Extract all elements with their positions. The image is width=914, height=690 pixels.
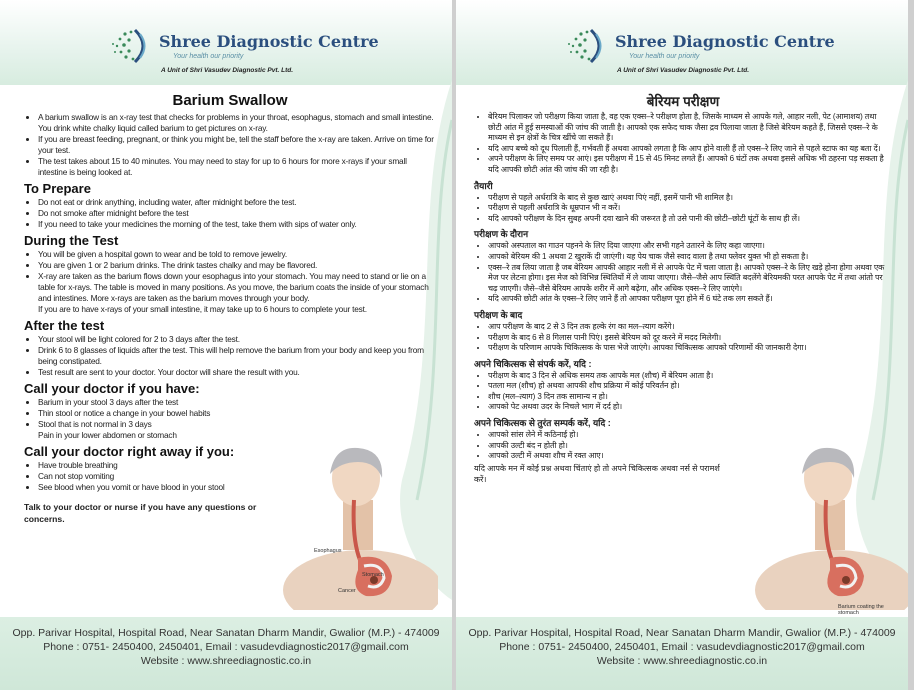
section-heading: परीक्षण के दौरान <box>474 229 529 240</box>
hindi-page <box>456 0 908 690</box>
list-item: • आपको उल्टी में अथवा शौच में रक्त आए। <box>488 451 758 462</box>
call-list <box>474 371 892 413</box>
brand-logo <box>563 22 835 80</box>
list-item: • यदि आपकी छोटी आंत के एक्स–रे लिए जाने हैं तो आपका परीक्षण पूरा होने में 6 घंटे तक लग सकते हैं। <box>488 294 892 305</box>
patient-illustration <box>268 440 438 610</box>
brand-name: Shree Diagnostic Centre <box>615 32 835 51</box>
list-note: If you are to have x-rays of your small intestine, it may take up to 6 hours to complete your test. <box>38 304 367 314</box>
list-item: • यदि आपको परीक्षण के दिन सुबह अपनी दवा खाने की जरूरत है तो उसे पानी की छोटी–छोटी घूंटों के साथ ही लें। <box>488 214 892 225</box>
during-list <box>24 249 436 315</box>
section-heading: अपने चिकित्सक से संपर्क करें, यदि : <box>474 358 592 369</box>
list-item: • If you are breast feeding, pregnant, or think you might be, tell the staff before the x-ray are taken. Arrive on time for your test. <box>38 134 436 156</box>
list-item: • परीक्षण के बाद 3 दिन से अधिक समय तक आपके मल (शौच) में बेरियम आता है। <box>488 371 758 382</box>
list-item: • Do not eat or drink anything, including water, after midnight before the test. <box>38 197 436 208</box>
section-heading: परीक्षण के बाद <box>474 309 523 320</box>
intro-list <box>24 112 436 178</box>
footer-phone: Phone : 0751- 2450400, 2450401, Email : vasudevdiagnostic2017@gmail.com <box>43 641 409 653</box>
section-heading: Call your doctor if you have: <box>24 381 200 396</box>
page-title: बेरियम परीक्षण <box>646 94 720 109</box>
list-item: • पतला मल (शौच) हो अथवा आपकी शौच प्रक्रिया में कोई परिवर्तन हो। <box>488 381 758 392</box>
footer-phone: Phone : 0751- 2450400, 2450401, Email : vasudevdiagnostic2017@gmail.com <box>499 641 865 653</box>
label-cancer: Cancer <box>338 588 356 594</box>
list-item: • परीक्षण के परिणाम आपके चिकित्सक के पास भेजे जाएंगे। आपका चिकित्सक आपको परिणामों की जानकारी देगा। <box>488 343 892 354</box>
list-item: • You are given 1 or 2 barium drinks. The drink tastes chalky and may be flavored. <box>38 260 436 271</box>
call-list <box>24 397 436 441</box>
footer-website: Website : www.shreediagnostic.co.in <box>596 655 768 667</box>
page-footer <box>0 617 452 690</box>
list-item: • आप परीक्षण के बाद 2 से 3 दिन तक हल्के रंग का मल–त्याग करेंगे। <box>488 322 892 333</box>
english-page <box>0 0 452 690</box>
label-esophagus: Esophagus <box>314 548 342 554</box>
list-item: • बेरियम पिलाकर जो परीक्षण किया जाता है, वह एक एक्स–रे परीक्षण होता है, जिसके माध्यम से आपके गले, आहार नली, पेट (आमाशय) तथा छोटी आंत में हुई समस्याओं की जांच की जाती है। आपको एक सफेद चाक जैसा द्रव पिलाया जाता है जिसे बेरियम कहते हैं, जिससे एक्स–रे के माध्यम से इन क्षेत्रों के चित्र खींचे जा सकते हैं। <box>488 112 892 144</box>
hindi-content <box>474 92 892 485</box>
list-item: • Test result are sent to your doctor. Your doctor will share the result with you. <box>38 367 436 378</box>
closing-note: यदि आपके मन में कोई प्रश्न अथवा चिंताएं हो तो अपने चिकित्सक अथवा नर्स से परामर्श करें। <box>474 463 720 484</box>
intro-list <box>474 112 892 176</box>
list-item: • Do not smoke after midnight before the test <box>38 208 436 219</box>
section-heading: तैयारी <box>474 180 493 191</box>
list-item: • परीक्षण के बाद 6 से 8 गिलास पानी पिएं। इससे बेरियम को दूर करने में मदद मिलेगी। <box>488 333 892 344</box>
list-item: • Can not stop vomiting <box>38 471 436 482</box>
brand-unit: A Unit of Shri Vasudev Diagnostic Pvt. Ltd. <box>160 67 294 74</box>
list-item: • Have trouble breathing <box>38 460 436 471</box>
label-barium: Barium coating the stomach <box>838 604 884 616</box>
list-item: • आपकी उल्टी बंद न होती हो। <box>488 441 758 452</box>
patient-illustration <box>740 440 908 610</box>
list-item: • Thin stool or notice a change in your bowel habits <box>38 408 436 419</box>
list-item: • आपको पेट अथवा उदर के निचले भाग में दर्द हो। <box>488 402 758 413</box>
brand-swirl-icon <box>107 24 155 68</box>
list-item: • परीक्षण से पहली अर्धरात्रि के धूम्रपान भी न करें। <box>488 203 892 214</box>
list-item: • A barium swallow is an x-ray test that checks for problems in your throat, esophagus, stomach and small intestine. You drink white chalky liquid called barium to get pictures on x-ray. <box>38 112 436 134</box>
page-header <box>456 0 908 85</box>
list-note: Pain in your lower abdomen or stomach <box>38 430 177 440</box>
brand-unit: A Unit of Shri Vasudev Diagnostic Pvt. Ltd. <box>616 67 750 74</box>
list-item: • Barium in your stool 3 days after the test <box>38 397 436 408</box>
brand-logo <box>107 22 379 80</box>
footer-address: Opp. Parivar Hospital, Hospital Road, Near Sanatan Dharm Mandir, Gwalior (M.P.) - 474009 <box>468 627 896 639</box>
section-heading: Call your doctor right away if you: <box>24 444 235 459</box>
list-item: • अपने परीक्षण के लिए समय पर आएं। इस परीक्षण में 15 से 45 मिनट लगते हैं। आपको 6 घंटों तक अथवा इससे अधिक भी ठहरना पड़ सकता है यदि आपकी छोटी आंत की जांच की जा रही है। <box>488 154 892 175</box>
after-list <box>474 322 892 354</box>
prepare-list <box>24 197 436 230</box>
brand-tagline: Your health our priority <box>173 53 244 60</box>
page-header <box>0 0 452 85</box>
footer-website: Website : www.shreediagnostic.co.in <box>140 655 312 667</box>
prepare-list <box>474 193 892 225</box>
section-heading: During the Test <box>24 233 119 248</box>
footer-address: Opp. Parivar Hospital, Hospital Road, Near Sanatan Dharm Mandir, Gwalior (M.P.) - 474009 <box>12 627 440 639</box>
list-item: • X-ray are taken as the barium flows down your esophagus into your stomach. You may need to stand or lie on a table for x-rays. The table is moved in many positions. As you move, the barium coats the inside of your stomach and intestines. More x-rays are taken as the barium moves through your body. <box>38 271 436 304</box>
list-item: • Drink 6 to 8 glasses of liquids after the test. This will help remove the barium from your body and keep you from being constipated. <box>38 345 436 367</box>
list-item: • Stool that is not normal in 3 days <box>38 419 436 430</box>
list-item: • आपको अस्पताल का गाउन पहनने के लिए दिया जाएगा और सभी गहने उतारने के लिए कहा जाएगा। <box>488 241 892 252</box>
page-footer <box>456 617 908 690</box>
list-item: • See blood when you vomit or have blood in your stool <box>38 482 436 493</box>
list-item: • You will be given a hospital gown to wear and be told to remove jewelry. <box>38 249 436 260</box>
list-item: • आपको बेरियम की 1 अथवा 2 खुराकें दी जाएंगी। यह पेय चाक जैसे स्वाद वाला है तथा फ्लेवर युक्त भी हो सकता है। <box>488 252 892 263</box>
label-stomach: Stomach <box>362 572 384 578</box>
list-item: • एक्स–रे तब लिया जाता है जब बेरियम आपकी आहार नली में से आपके पेट में चला जाता है। आपको एक्स–रे के लिए खड़े होना होगा अथवा एक मेज पर लेटना होगा। इस मेज को विभिन्न स्थितियों में ले जाया जाएगा। जैसे–जैसे आप स्थिति बदलेंगे बेरियमकी परत आपके पेट में तथा आंतो पर चढ़ जाएगी। जैसे–जैसे बेरियम आपके शरीर में आगे बढ़ेगा, और अधिक एक्स–रे लिए जाएंगे। <box>488 263 892 295</box>
after-list <box>24 334 436 378</box>
list-item: • Your stool will be light colored for 2 to 3 days after the test. <box>38 334 436 345</box>
brand-swirl-icon <box>563 24 611 68</box>
section-heading: After the test <box>24 318 105 333</box>
list-item: • आपको सांस लेने में कठिनाई हो। <box>488 430 758 441</box>
section-heading: अपने चिकित्सक से तुरंत सम्पर्क करें, यदि : <box>474 418 611 429</box>
list-item: • यदि आप बच्चे को दूध पिलाती हैं, गर्भवती हैं अथवा आपको लगता है कि आप होने वाली हैं तो एक्स–रे लिए जाने से पहले स्टाफ का यह बता दें। <box>488 144 892 155</box>
brand-name: Shree Diagnostic Centre <box>159 32 379 51</box>
list-item: • The test takes about 15 to 40 minutes. You may need to stay for up to 6 hours for more x-rays if your small intestine is being looked at. <box>38 156 436 178</box>
section-heading: To Prepare <box>24 181 91 196</box>
list-item: • If you need to take your medicines the morning of the test, take them with sips of water only. <box>38 219 436 230</box>
brand-tagline: Your health our priority <box>629 53 700 60</box>
during-list <box>474 241 892 305</box>
list-item: • शौच (मल–त्याग) 3 दिन तक सामान्य न हो। <box>488 392 758 403</box>
list-item: • परीक्षण से पहले अर्धरात्रि के बाद से कुछ खाएं अथवा पिएं नहीं, इसमें पानी भी शामिल है। <box>488 193 892 204</box>
closing-note: Talk to your doctor or nurse if you have any questions or concerns. <box>24 502 257 524</box>
page-title: Barium Swallow <box>172 92 288 109</box>
